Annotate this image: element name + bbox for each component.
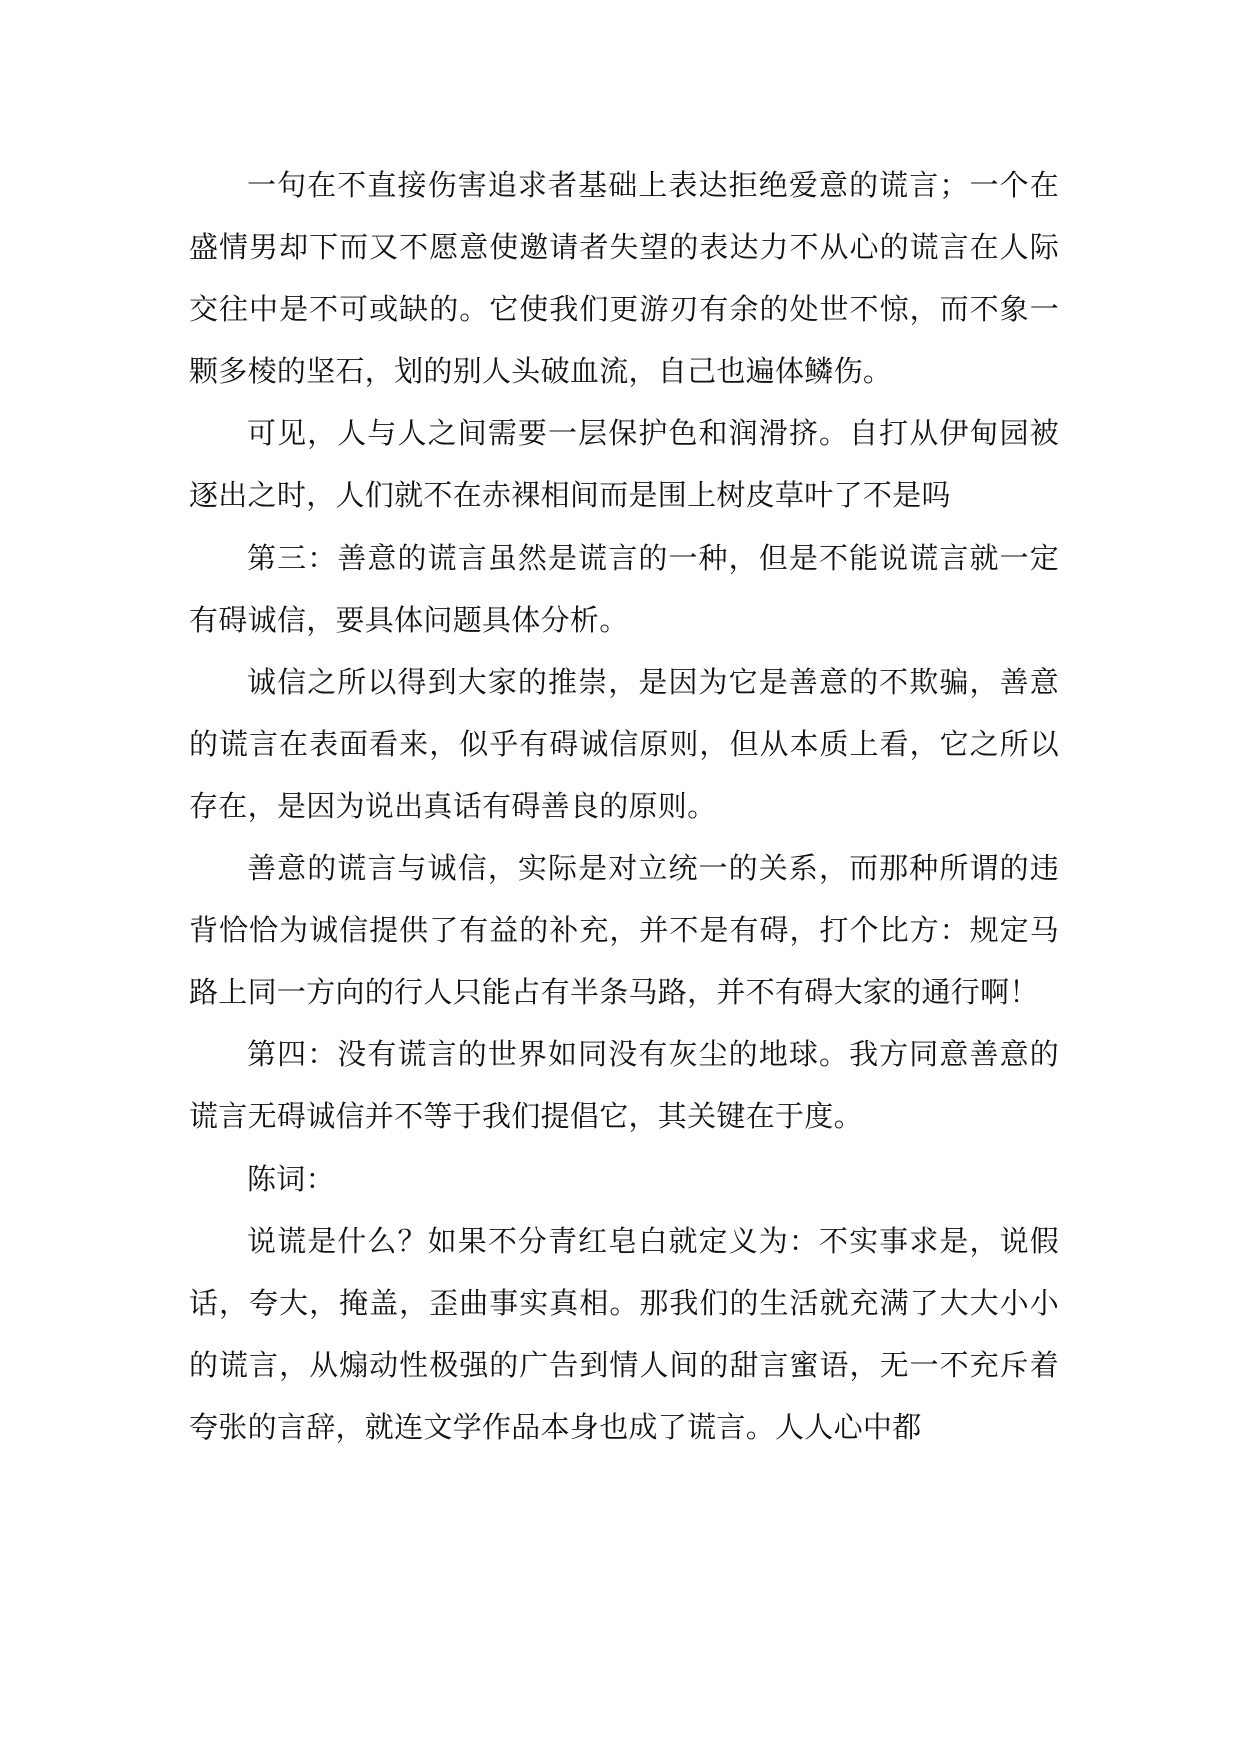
paragraph: 一句在不直接伤害追求者基础上表达拒绝爱意的谎言；一个在盛情男却下而又不愿意使邀请者失望的表达力不从心的谎言在人际交往中是不可或缺的。它使我们更游刃有余的处世不惊，而不象一颗多棱的坚石，划的别人头破血流，自己也遍体鳞伤。 xyxy=(189,168,1059,389)
paragraph: 第三：善意的谎言虽然是谎言的一种，但是不能说谎言就一定有碍诚信，要具体问题具体分析。 xyxy=(189,540,1059,637)
paragraph: 善意的谎言与诚信，实际是对立统一的关系，而那种所谓的违背恰恰为诚信提供了有益的补充，并不是有碍，打个比方：规定马路上同一方向的行人只能占有半条马路，并不有碍大家的通行啊！ xyxy=(189,851,1059,1010)
paragraph-heading: 陈词： xyxy=(247,1161,335,1196)
paragraph: 第四：没有谎言的世界如同没有灰尘的地球。我方同意善意的谎言无碍诚信并不等于我们提倡它，其关键在于度。 xyxy=(189,1037,1059,1134)
document-body xyxy=(189,154,1059,1458)
paragraph: 可见，人与人之间需要一层保护色和润滑挤。自打从伊甸园被逐出之时，人们就不在赤裸相间而是围上树皮草叶了不是吗 xyxy=(189,416,1059,513)
paragraph: 诚信之所以得到大家的推崇，是因为它是善意的不欺骗，善意的谎言在表面看来，似乎有碍诚信原则，但从本质上看，它之所以存在，是因为说出真话有碍善良的原则。 xyxy=(189,664,1059,823)
paragraph: 说谎是什么？如果不分青红皂白就定义为：不实事求是，说假话，夸大，掩盖，歪曲事实真相。那我们的生活就充满了大大小小的谎言，从煽动性极强的广告到情人间的甜言蜜语，无一不充斥着夸张的言辞，就连文学作品本身也成了谎言。人人心中都 xyxy=(189,1223,1059,1444)
